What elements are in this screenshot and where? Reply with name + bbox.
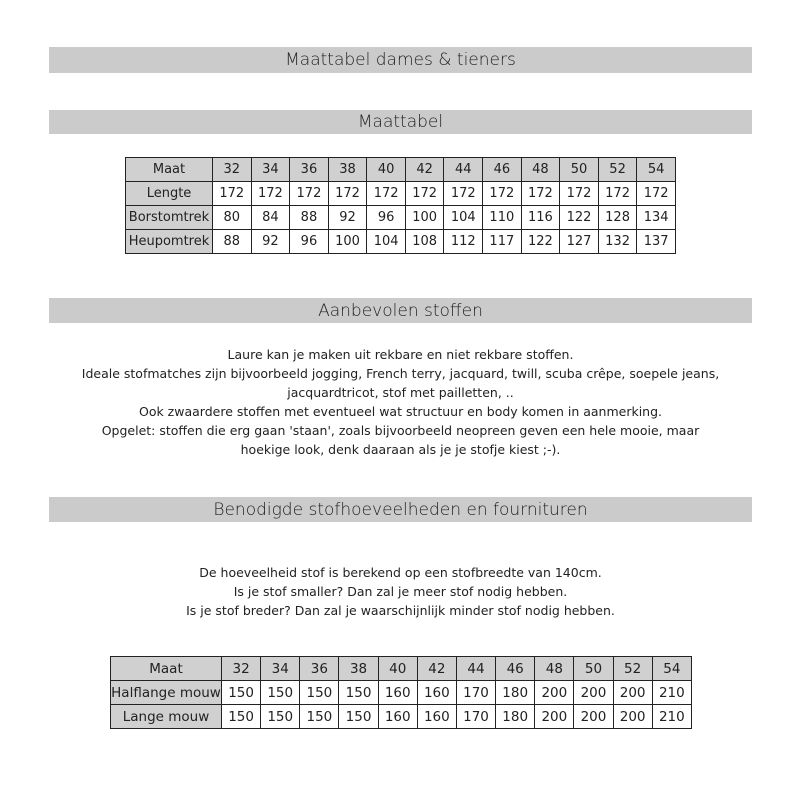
table-cell: 170 bbox=[456, 705, 495, 729]
table-cell: 172 bbox=[405, 182, 444, 206]
table-cell: 92 bbox=[251, 230, 290, 254]
table-cell: 104 bbox=[367, 230, 406, 254]
text-line: Laure kan je maken uit rekbare en niet rekbare stoffen. bbox=[227, 347, 574, 362]
table-cell: 132 bbox=[598, 230, 637, 254]
size-col-header: 40 bbox=[378, 657, 417, 681]
table-cell: 88 bbox=[213, 230, 252, 254]
row-label: Lange mouw bbox=[111, 705, 222, 729]
table-cell: 160 bbox=[378, 705, 417, 729]
table-cell: 172 bbox=[290, 182, 329, 206]
table-row bbox=[111, 681, 692, 705]
table-cell: 100 bbox=[405, 206, 444, 230]
table-row bbox=[126, 230, 676, 254]
table-cell: 172 bbox=[483, 182, 522, 206]
size-col-header: 54 bbox=[652, 657, 691, 681]
table-cell: 96 bbox=[367, 206, 406, 230]
size-col-header: 46 bbox=[483, 158, 522, 182]
table-cell: 210 bbox=[652, 705, 691, 729]
table-cell: 172 bbox=[637, 182, 676, 206]
table-cell: 172 bbox=[213, 182, 252, 206]
row-label: Halflange mouw bbox=[111, 681, 222, 705]
text-line: Ook zwaardere stoffen met eventueel wat structuur en body komen in aanmerking. bbox=[138, 404, 663, 419]
amounts-paragraph bbox=[49, 563, 752, 620]
table-cell: 128 bbox=[598, 206, 637, 230]
row-label: Heupomtrek bbox=[126, 230, 213, 254]
size-col-header: 46 bbox=[496, 657, 535, 681]
size-col-header: 34 bbox=[261, 657, 300, 681]
size-col-header: 32 bbox=[213, 158, 252, 182]
size-col-header: 42 bbox=[405, 158, 444, 182]
table-row bbox=[111, 705, 692, 729]
table-cell: 104 bbox=[444, 206, 483, 230]
amounts-table bbox=[110, 656, 692, 729]
table-cell: 200 bbox=[535, 705, 574, 729]
fabrics-paragraph bbox=[49, 345, 752, 459]
table-cell: 127 bbox=[560, 230, 599, 254]
size-col-header: 50 bbox=[560, 158, 599, 182]
size-header-label: Maat bbox=[126, 158, 213, 182]
size-col-header: 38 bbox=[339, 657, 378, 681]
table-cell: 108 bbox=[405, 230, 444, 254]
table-cell: 150 bbox=[261, 705, 300, 729]
main-title: Maattabel dames & tieners bbox=[49, 47, 752, 73]
table-cell: 172 bbox=[598, 182, 637, 206]
size-col-header: 38 bbox=[328, 158, 367, 182]
table-cell: 112 bbox=[444, 230, 483, 254]
table-cell: 150 bbox=[222, 705, 261, 729]
size-col-header: 54 bbox=[637, 158, 676, 182]
size-col-header: 48 bbox=[521, 158, 560, 182]
table-cell: 160 bbox=[417, 705, 456, 729]
table-cell: 92 bbox=[328, 206, 367, 230]
table-cell: 172 bbox=[560, 182, 599, 206]
amounts-title: Benodigde stofhoeveelheden en fournituren bbox=[49, 497, 752, 522]
row-label: Lengte bbox=[126, 182, 213, 206]
table-cell: 200 bbox=[613, 705, 652, 729]
table-cell: 200 bbox=[574, 681, 613, 705]
size-col-header: 52 bbox=[613, 657, 652, 681]
table-cell: 172 bbox=[444, 182, 483, 206]
table-cell: 200 bbox=[613, 681, 652, 705]
size-col-header: 42 bbox=[417, 657, 456, 681]
table-cell: 180 bbox=[496, 681, 535, 705]
table-cell: 200 bbox=[574, 705, 613, 729]
table-cell: 180 bbox=[496, 705, 535, 729]
size-col-header: 44 bbox=[444, 158, 483, 182]
table-cell: 117 bbox=[483, 230, 522, 254]
text-line: Is je stof breder? Dan zal je waarschijnlijk minder stof nodig hebben. bbox=[186, 603, 615, 618]
table-row bbox=[126, 206, 676, 230]
size-col-header: 52 bbox=[598, 158, 637, 182]
table-cell: 88 bbox=[290, 206, 329, 230]
table-cell: 160 bbox=[417, 681, 456, 705]
size-col-header: 36 bbox=[290, 158, 329, 182]
size-col-header: 44 bbox=[456, 657, 495, 681]
table-cell: 122 bbox=[560, 206, 599, 230]
table-cell: 150 bbox=[300, 705, 339, 729]
table-cell: 150 bbox=[300, 681, 339, 705]
table-cell: 84 bbox=[251, 206, 290, 230]
table-cell: 100 bbox=[328, 230, 367, 254]
table-cell: 150 bbox=[339, 705, 378, 729]
text-line: hoekige look, denk daaraan als je je stofje kiest ;-). bbox=[240, 442, 561, 457]
size-col-header: 36 bbox=[300, 657, 339, 681]
table-cell: 137 bbox=[637, 230, 676, 254]
table-cell: 80 bbox=[213, 206, 252, 230]
size-table-header-row bbox=[126, 158, 676, 182]
row-label: Borstomtrek bbox=[126, 206, 213, 230]
size-col-header: 32 bbox=[222, 657, 261, 681]
fabrics-title: Aanbevolen stoffen bbox=[49, 298, 752, 323]
table-cell: 116 bbox=[521, 206, 560, 230]
text-line: Ideale stofmatches zijn bijvoorbeeld jogging, French terry, jacquard, twill, scuba crêpe, soepele jeans, bbox=[81, 366, 720, 381]
table-cell: 200 bbox=[535, 681, 574, 705]
table-cell: 170 bbox=[456, 681, 495, 705]
table-cell: 134 bbox=[637, 206, 676, 230]
table-cell: 210 bbox=[652, 681, 691, 705]
text-line: De hoeveelheid stof is berekend op een stofbreedte van 140cm. bbox=[199, 565, 602, 580]
amounts-table-header-row bbox=[111, 657, 692, 681]
size-col-header: 48 bbox=[535, 657, 574, 681]
size-table bbox=[125, 157, 676, 254]
table-cell: 172 bbox=[521, 182, 560, 206]
table-row bbox=[126, 182, 676, 206]
size-col-header: 40 bbox=[367, 158, 406, 182]
text-line: Opgelet: stoffen die erg gaan 'staan', zoals bijvoorbeeld neopreen geven een hele mooie, maar bbox=[101, 423, 700, 438]
size-col-header: 34 bbox=[251, 158, 290, 182]
table-cell: 160 bbox=[378, 681, 417, 705]
table-cell: 172 bbox=[251, 182, 290, 206]
table-cell: 150 bbox=[261, 681, 300, 705]
table-cell: 150 bbox=[339, 681, 378, 705]
size-header-label: Maat bbox=[111, 657, 222, 681]
size-col-header: 50 bbox=[574, 657, 613, 681]
size-table-title: Maattabel bbox=[49, 110, 752, 134]
table-cell: 122 bbox=[521, 230, 560, 254]
table-cell: 172 bbox=[367, 182, 406, 206]
table-cell: 172 bbox=[328, 182, 367, 206]
text-line: Is je stof smaller? Dan zal je meer stof nodig hebben. bbox=[233, 584, 568, 599]
text-line: jacquardtricot, stof met pailletten, .. bbox=[287, 385, 514, 400]
table-cell: 150 bbox=[222, 681, 261, 705]
table-cell: 110 bbox=[483, 206, 522, 230]
table-cell: 96 bbox=[290, 230, 329, 254]
